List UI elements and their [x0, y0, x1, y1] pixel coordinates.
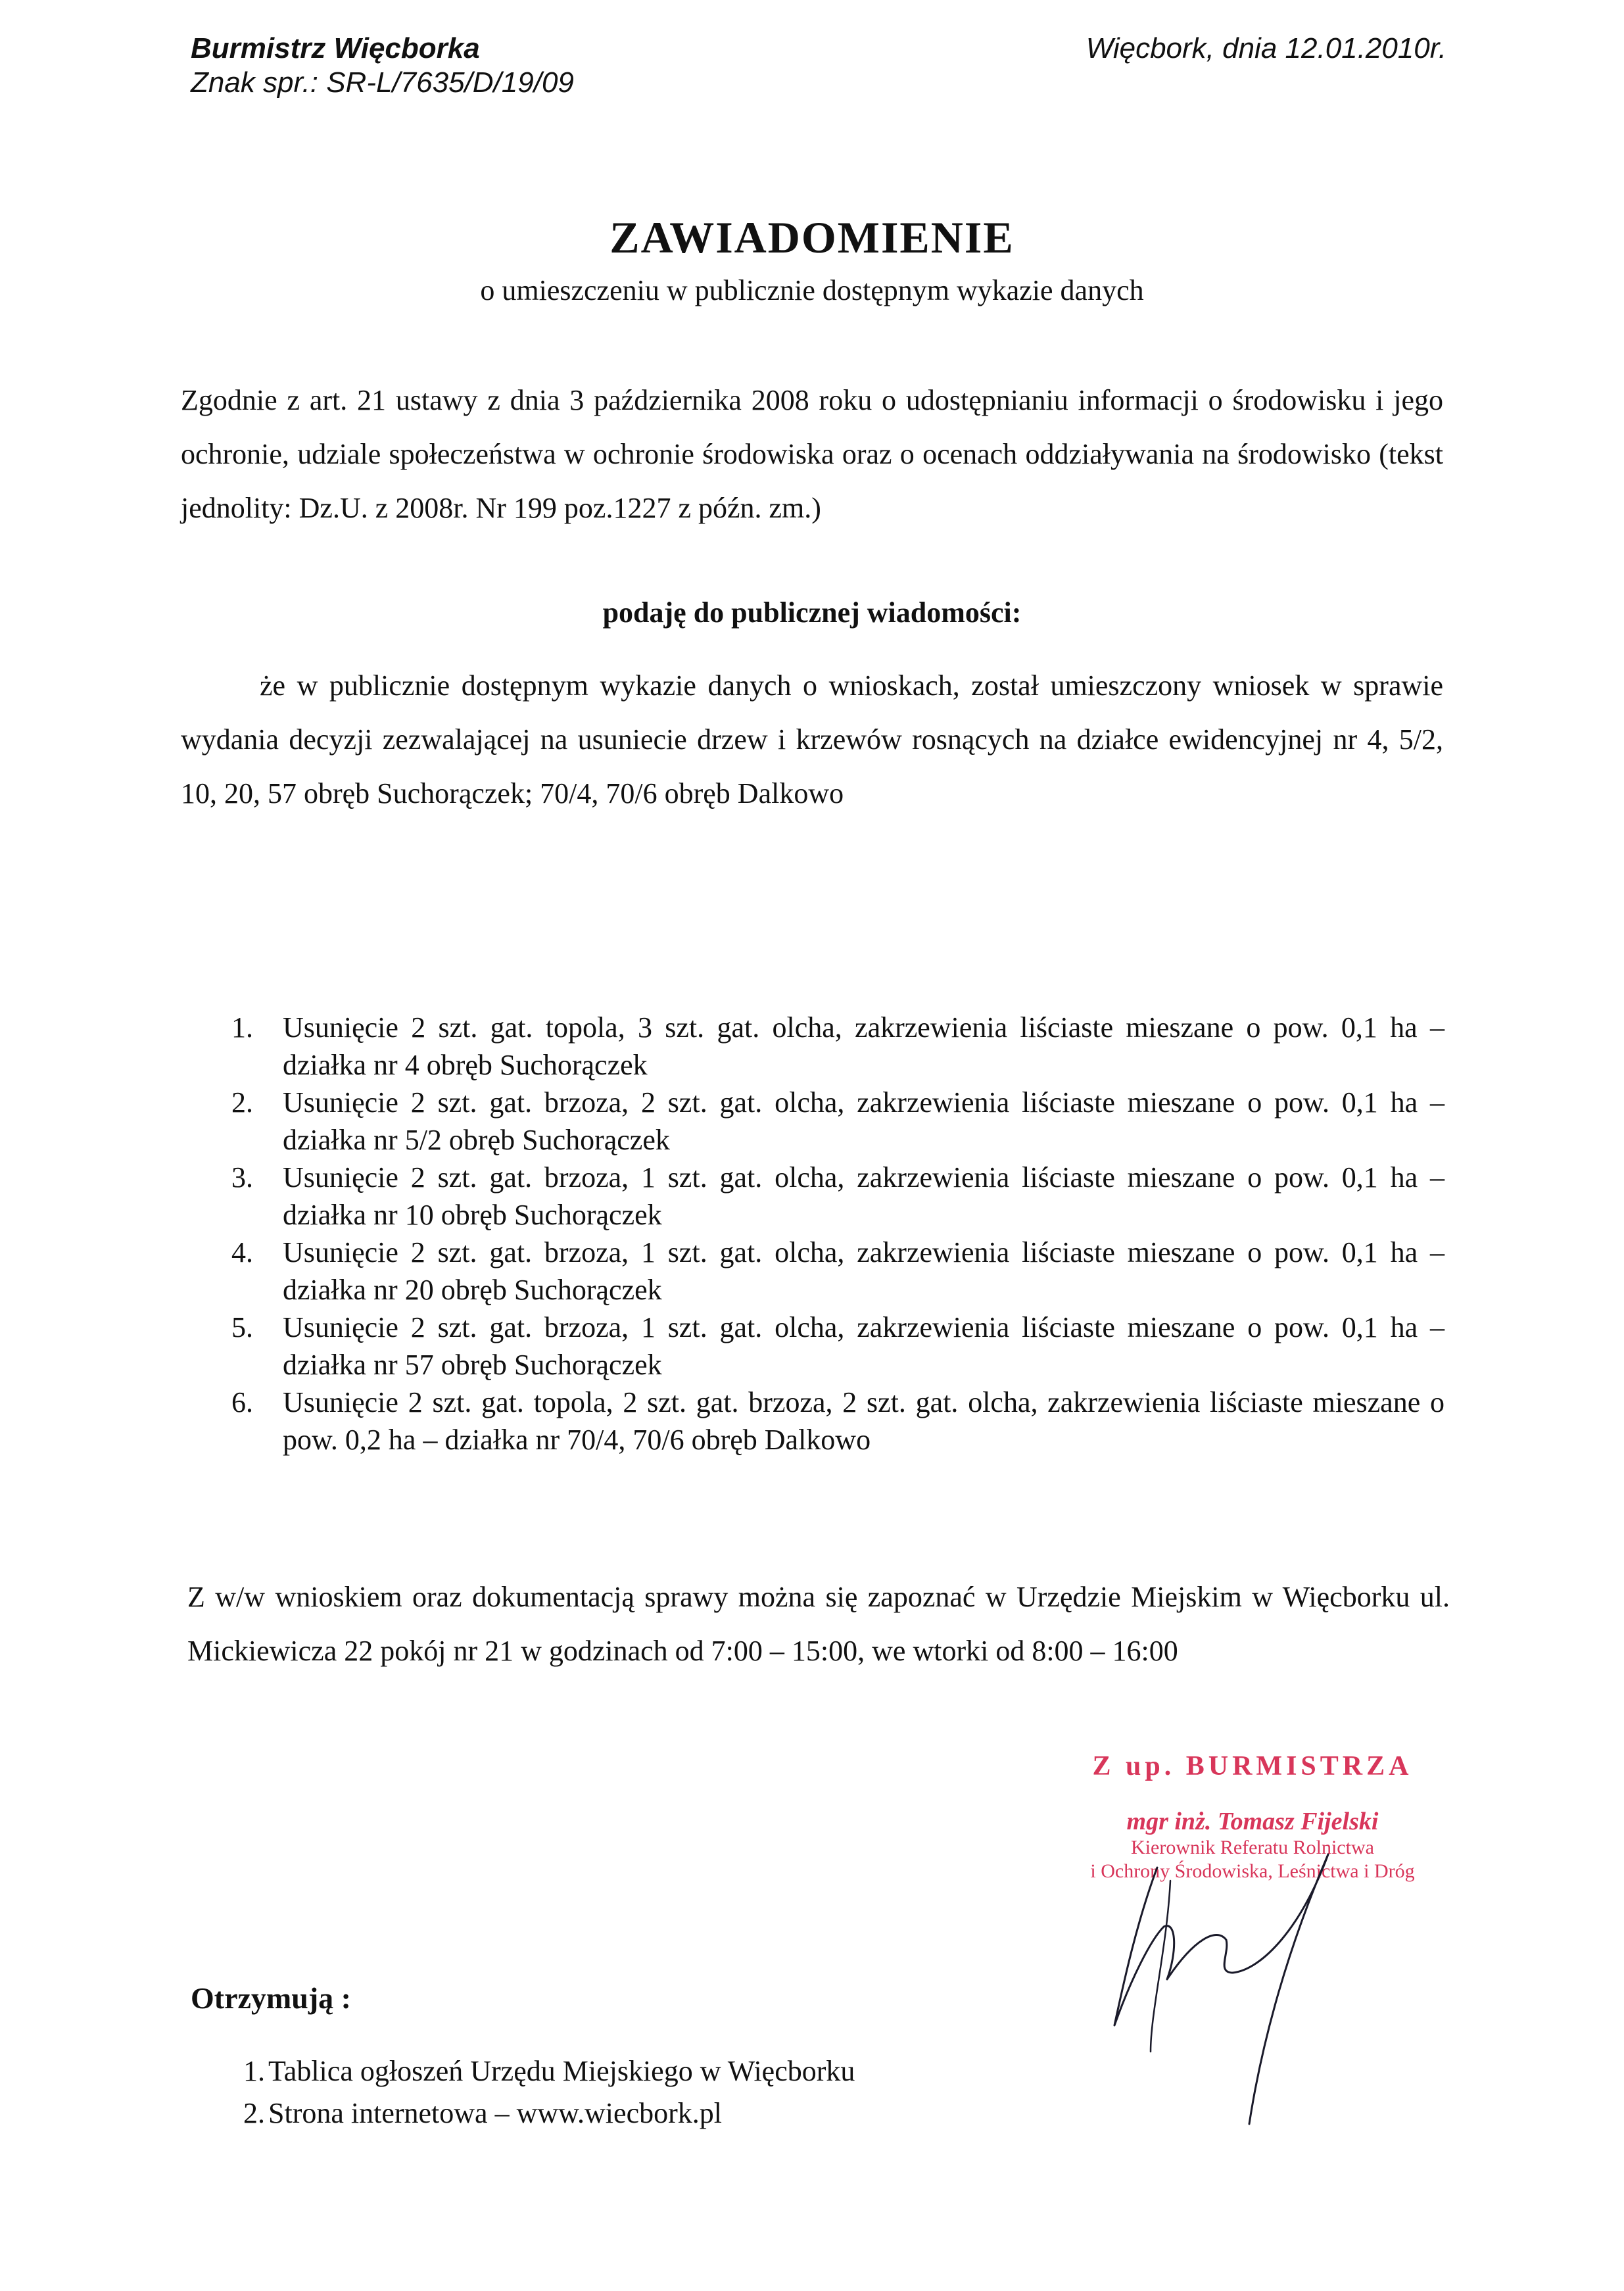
statement-paragraph: że w publicznie dostępnym wykazie danych o wnioskach, został umieszczony wniosek w sprawie wydania decyzji zezwalającej na usuniecie drzew i krzewów rosnących na działce ewidencyjnej nr 4, 5/2, 10, 20, 57 obręb Suchorączek; 70/4, 70/6 obręb Dalkowo [181, 669, 1443, 809]
letterhead [191, 32, 782, 100]
recipient-text: Tablica ogłoszeń Urzędu Miejskiego w Więcborku [268, 2055, 855, 2087]
item-number: 2. [231, 1086, 253, 1119]
list-item [231, 1084, 1445, 1159]
stamp-line-department: i Ochrony Środowiska, Leśnictwa i Dróg [1090, 1860, 1415, 1882]
authority-name: Burmistrz Więcborka [191, 32, 480, 64]
stamp-line-authority: Z up. BURMISTRZA [1092, 1751, 1413, 1781]
list-item [231, 1384, 1445, 1459]
item-text: Usunięcie 2 szt. gat. brzoza, 1 szt. gat. olcha, zakrzewienia liściaste mieszane o pow. 0,1 ha – działka nr 57 obręb Suchorączek [283, 1311, 1445, 1381]
item-text: Usunięcie 2 szt. gat. topola, 3 szt. gat. olcha, zakrzewienia liściaste mieszane o pow. 0,1 ha – działka nr 4 obręb Suchorączek [283, 1011, 1445, 1081]
removal-items-list [231, 1009, 1445, 1459]
document-title: ZAWIADOMIENIE [609, 212, 1015, 262]
stamp-line-name: mgr inż. Tomasz Fijelski [1126, 1808, 1379, 1835]
announcement-heading: podaję do publicznej wiadomości: [602, 596, 1022, 629]
item-number: 5. [231, 1311, 253, 1343]
recipient-text: Strona internetowa – www.wiecbork.pl [268, 2097, 722, 2129]
intro-paragraph: Zgodnie z art. 21 ustawy z dnia 3 października 2008 roku o udostępnianiu informacji o środowisku i jego ochronie, udziale społeczeństwa w ochronie środowiska oraz o ocenach oddziaływania na środowisko (tekst jednolity: Dz.U. z 2008r. Nr 199 poz.1227 z późn. zm.) [181, 384, 1443, 524]
item-number: 6. [231, 1386, 253, 1418]
list-item [243, 2092, 1032, 2134]
list-item [231, 1234, 1445, 1309]
item-number: 1. [231, 1011, 253, 1044]
list-item [231, 1009, 1445, 1084]
signature [1052, 1828, 1394, 2144]
item-text: Usunięcie 2 szt. gat. topola, 2 szt. gat. brzoza, 2 szt. gat. olcha, zakrzewienia liściaste mieszane o pow. 0,2 ha – działka nr 70/4, 70/6 obręb Dalkowo [283, 1386, 1445, 1456]
recipient-number: 1. [243, 2055, 265, 2087]
document-subtitle: o umieszczeniu w publicznie dostępnym wykazie danych [480, 274, 1144, 306]
recipients-heading: Otrzymują : [191, 1981, 351, 2015]
place-date: Więcbork, dnia 12.01.2010r. [1086, 32, 1446, 64]
item-text: Usunięcie 2 szt. gat. brzoza, 1 szt. gat. olcha, zakrzewienia liściaste mieszane o pow. 0,1 ha – działka nr 10 obręb Suchorączek [283, 1161, 1445, 1231]
item-text: Usunięcie 2 szt. gat. brzoza, 2 szt. gat. olcha, zakrzewienia liściaste mieszane o pow. 0,1 ha – działka nr 5/2 obręb Suchorączek [283, 1086, 1445, 1156]
recipients-list [243, 2050, 1032, 2134]
item-number: 4. [231, 1236, 253, 1268]
list-item [231, 1159, 1445, 1234]
reference-number: Znak spr.: SR-L/7635/D/19/09 [191, 66, 574, 99]
stamp-line-position: Kierownik Referatu Rolnictwa [1131, 1837, 1374, 1858]
list-item [243, 2050, 1032, 2092]
list-item [231, 1309, 1445, 1384]
closing-paragraph: Z w/w wnioskiem oraz dokumentacją sprawy można się zapoznać w Urzędzie Miejskim w Więcborku ul. Mickiewicza 22 pokój nr 21 w godzinach od 7:00 – 15:00, we wtorki od 8:00 – 16:00 [187, 1581, 1450, 1667]
recipient-number: 2. [243, 2097, 265, 2129]
item-text: Usunięcie 2 szt. gat. brzoza, 1 szt. gat. olcha, zakrzewienia liściaste mieszane o pow. 0,1 ha – działka nr 20 obręb Suchorączek [283, 1236, 1445, 1306]
item-number: 3. [231, 1161, 253, 1194]
